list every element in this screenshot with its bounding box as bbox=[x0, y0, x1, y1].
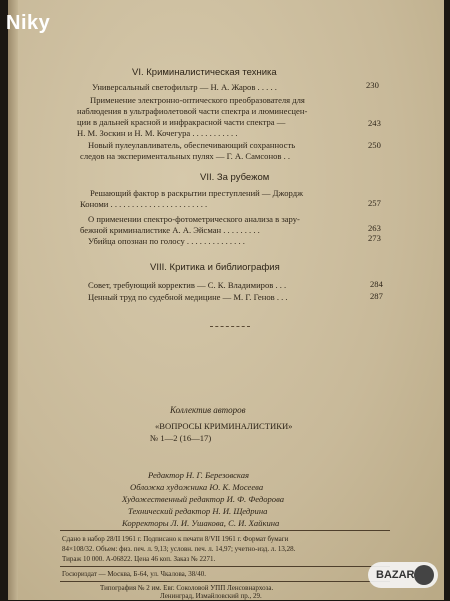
toc-page-number: 230 bbox=[366, 80, 379, 90]
bazar-watermark bbox=[368, 562, 438, 588]
typography-line: Типография № 2 им. Евг. Соколовой УПП Ленсовнархоза. bbox=[100, 584, 274, 592]
toc-entry-line: бежной криминалистике А. А. Эйсман . . . . . . . . . bbox=[80, 225, 260, 235]
colophon-rule bbox=[60, 530, 390, 531]
colophon-authors: Коллектив авторов bbox=[170, 405, 246, 415]
toc-entry-line: ции в дальней красной и инфракрасной части спектра — bbox=[77, 117, 286, 127]
colophon-rule bbox=[60, 566, 390, 567]
toc-page-number: 257 bbox=[368, 198, 381, 208]
section-separator bbox=[210, 326, 250, 327]
colophon-title: «ВОПРОСЫ КРИМИНАЛИСТИКИ» bbox=[155, 421, 293, 431]
toc-entry-line: наблюдения в ультрафиолетовой части спектра и люминесцен- bbox=[77, 106, 308, 116]
colophon-staff: Художественный редактор И. Ф. Федорова bbox=[122, 494, 285, 504]
print-data-line: 84×108/32. Объем: физ. печ. л. 9,13; условн. печ. л. 14,97; учетно-изд. л. 13,28. bbox=[62, 545, 296, 553]
toc-entry-line: следов на экспериментальных пулях — Г. А. Самсонов . . bbox=[80, 151, 291, 161]
toc-entry-line: Решающий фактор в раскрытии преступлений — Джордж bbox=[90, 188, 304, 198]
toc-entry-line: Ценный труд по судебной медицине — М. Г. Генов . . . bbox=[88, 292, 288, 302]
colophon-staff: Редактор Н. Г. Березовская bbox=[148, 470, 250, 480]
toc-entry-line: Н. М. Зоскин и Н. М. Кочегура . . . . . . . . . . . bbox=[77, 128, 238, 138]
toc-entry-line: Применение электронно-оптического преобразователя для bbox=[90, 95, 305, 105]
watermark-logo: Niky bbox=[6, 12, 51, 34]
colophon-rule bbox=[60, 581, 390, 582]
page-spine-shadow bbox=[8, 0, 18, 600]
toc-page-number: 287 bbox=[370, 291, 383, 301]
toc-entry-line: Убийца опознан по голосу . . . . . . . . . . . . . . bbox=[88, 236, 245, 246]
toc-page-number: 284 bbox=[370, 279, 383, 289]
bazar-label: BAZAR bbox=[376, 569, 415, 581]
toc-entry-line: О применении спектро-фотометрического анализа в зару- bbox=[88, 214, 300, 224]
toc-page-number: 263 bbox=[368, 223, 381, 233]
section-heading: VIII. Критика и библиография bbox=[150, 262, 280, 273]
colophon-issue: № 1—2 (16—17) bbox=[150, 433, 212, 443]
bazar-logo-icon bbox=[414, 565, 434, 585]
toc-entry-line: Совет, требующий корректив — С. К. Владимиров . . . bbox=[88, 280, 287, 290]
toc-page-number: 273 bbox=[368, 233, 381, 243]
colophon-staff: Корректоры Л. И. Ушакова, С. И. Хайкина bbox=[122, 518, 280, 528]
colophon-staff: Технический редактор Н. И. Щедрина bbox=[128, 506, 268, 516]
publisher-line: Госюриздат — Москва, Б-64, ул. Чкалова, 38/40. bbox=[62, 570, 206, 578]
print-data-line: Тираж 10 000. А-06822. Цена 46 коп. Заказ № 2271. bbox=[62, 555, 216, 563]
toc-entry-line: Кономи . . . . . . . . . . . . . . . . . . . . . . . bbox=[80, 199, 208, 209]
colophon-staff: Обложка художника Ю. К. Мосеева bbox=[130, 482, 264, 492]
typography-line: Ленинград, Измайловский пр., 29. bbox=[160, 592, 262, 600]
toc-entry-line: Новый пулеулавливатель, обеспечивающий сохранность bbox=[88, 140, 296, 150]
section-heading: VI. Криминалистическая техника bbox=[132, 67, 277, 78]
toc-page-number: 243 bbox=[368, 118, 381, 128]
toc-entry-line: Универсальный светофильтр — Н. А. Жаров . . . . . bbox=[92, 82, 277, 92]
toc-page-number: 250 bbox=[368, 140, 381, 150]
print-data-line: Сдано в набор 28/II 1961 г. Подписано к печати 8/VII 1961 г. Формат бумаги bbox=[62, 535, 289, 543]
section-heading: VII. За рубежом bbox=[200, 172, 270, 183]
